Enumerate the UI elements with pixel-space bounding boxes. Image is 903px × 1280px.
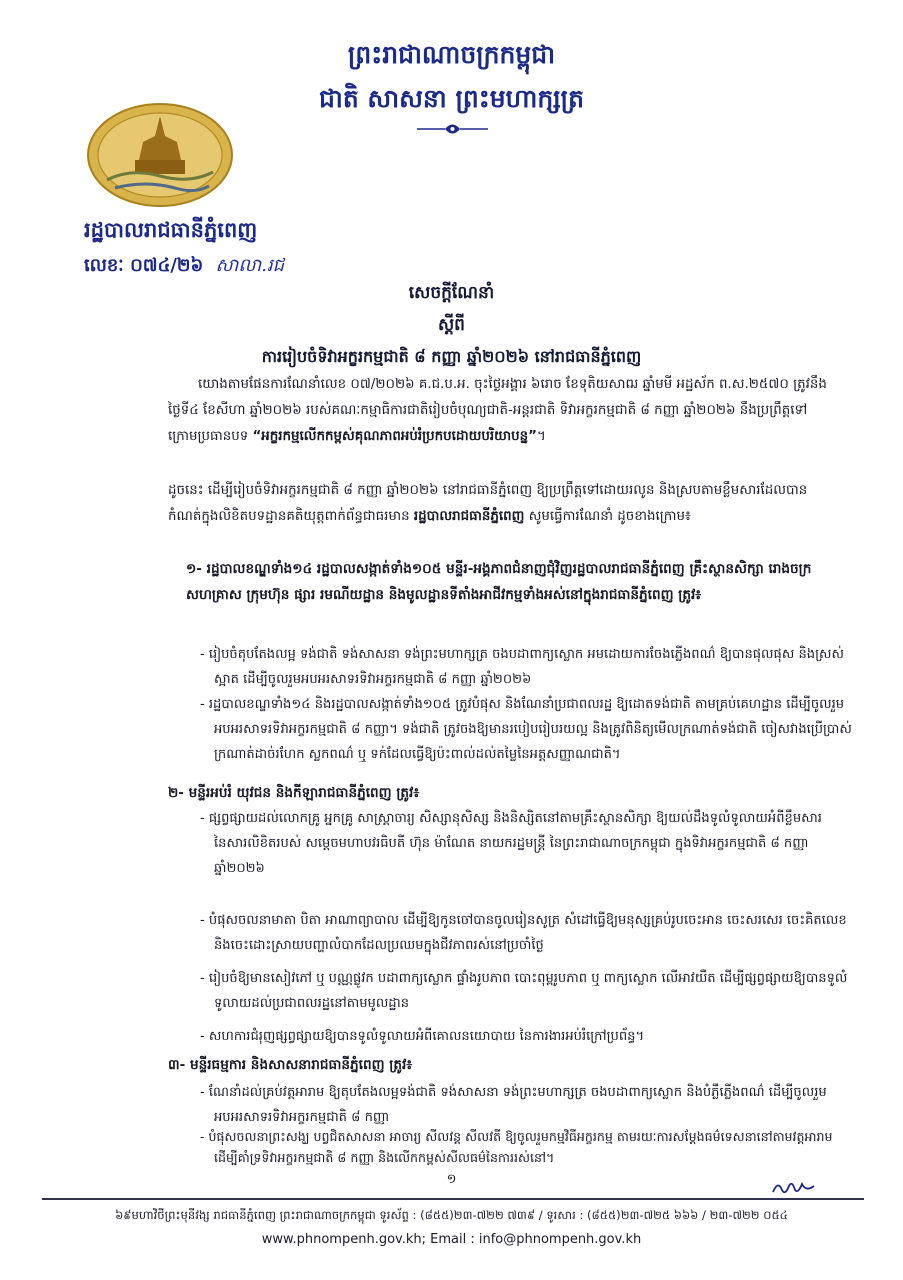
reference-number [84, 253, 284, 280]
number-handwritten: សាលា.រជ [215, 255, 285, 276]
section-2-bullet-4: - សហការជំរុញផ្សព្វផ្សាយឱ្យបានទូលំទូលាយអំពីគោលនយោបាយ នៃការងារអប់រំក្រៅប្រព័ន្ធ។ [200, 1029, 645, 1044]
section-2-bullet-2: - បំផុសចលនាមាតា បិតា អាណាព្យាបាល ដើម្បីឱ្យកូនចៅបានចូលរៀនសូត្រ សំដៅធ្វើឱ្យមនុស្សគ្រប់រូបចេះអាន ចេះសរសេរ ចេះគិតលេខ និងចេះដោះស្រាយបញ្ហាលំបាកដែលប្រឈមក្នុងជីវភាពរស់នៅប្រចាំថ្ងៃ [200, 913, 847, 953]
ornament-divider-icon [415, 120, 490, 138]
section-1-heading: ១- រដ្ឋបាលខណ្ឌទាំង១៤ រដ្ឋបាលសង្កាត់ទាំង១០៥ មន្ទីរ-អង្គភាពជំនាញជុំវិញរដ្ឋបាលរាជធានីភ្នំពេញ គ្រឹះស្ថានសិក្សា រោងចក្រ សហគ្រាស ក្រុមហ៊ុន ផ្សារ រមណីយដ្ឋាន និងមូលដ្ឋានទីតាំងអាជីវកម្មទាំងអស់នៅក្នុងរាជធានីភ្នំពេញ ត្រូវ៖ [186, 561, 812, 603]
section-3-bullet-1: - ណែនាំដល់គ្រប់វត្តអារាម ឱ្យតុបតែងលម្អទង់ជាតិ ទង់សាសនា ទង់ព្រះមហាក្សត្រ ចងបដាពាក្យស្លោក និងបំភ្លឺភ្លើងពណ៌ ដើម្បីចូលរួមអបអរសាទរទិវាអក្ខរកម្មជាតិ ៨ កញ្ញា [200, 1085, 827, 1125]
city-seal-icon [85, 102, 235, 208]
section-3-heading: ៣- មន្ទីរធម្មការ និងសាសនារាជធានីភ្នំពេញ ត្រូវ៖ [168, 1057, 413, 1073]
section-2-bullet-3: - រៀបចំឱ្យមានសៀវភៅ ឬ បណ្ណផ្លូវក បដាពាក្យស្លោក ផ្ទាំងរូបភាព បោះពុម្ពរូបភាព ឬ ពាក្យស្លោក លើអាវយឺត ដើម្បីផ្សព្វផ្សាយឱ្យបានទូលំទូលាយដល់ប្រជាពលរដ្ឋនៅតាមមូលដ្ឋាន [200, 971, 848, 1011]
signature-initials-icon [770, 1176, 818, 1198]
section-3-bullet-2: - បំផុសចលនាព្រះសង្ឃ បព្វជិតសាសនា អាចារ្យ សីលវន្ត សីលវតី ឱ្យចូលរួមកម្មវិធីអក្ខរកម្ម តាមរយៈការសម្ដែងធម៌ទេសនានៅតាមវត្តអារាម ដើម្បីគាំទ្រទិវាអក្ខរកម្មជាតិ ៨ កញ្ញា និងលើកកម្ពស់សីលធម៌នៃការរស់នៅ។ [200, 1129, 833, 1165]
doc-title: សេចក្ដីណែនាំ [408, 283, 495, 303]
page-number: ១ [446, 1172, 457, 1187]
section-2-heading: ២- មន្ទីរអប់រំ យុវជន និងកីឡារាជធានីភ្នំពេញ ត្រូវ៖ [168, 785, 420, 801]
number-label: លេខៈ [84, 255, 124, 276]
number-value: ០៧៤/២៦ [130, 255, 204, 276]
doc-subtitle: ស្ដីពី [438, 315, 465, 335]
doc-topic: ការរៀបចំទិវាអក្ខរកម្មជាតិ ៨ កញ្ញា ឆ្នាំ២០២៦ នៅរាជធានីភ្នំពេញ [261, 347, 642, 366]
motto-heading: ជាតិ សាសនា ព្រះមហាក្សត្រ [319, 84, 584, 113]
section-2-bullet-1: - ផ្សព្វផ្សាយដល់លោកគ្រូ អ្នកគ្រូ សាស្ត្រាចារ្យ សិស្សានុសិស្ស និងនិស្សិតនៅតាមគ្រឹះស្ថានសិក្សា ឱ្យយល់ដឹងទូលំទូលាយអំពីខ្លឹមសារនៃសារលិខិតរបស់ សម្ដេចមហាបវរធិបតី ហ៊ុន ម៉ាណែត នាយករដ្ឋមន្ត្រី នៃព្រះរាជាណាចក្រកម្ពុជា ក្នុងទិវាអក្ខរកម្មជាតិ ៨ កញ្ញា ឆ្នាំ២០២៦ [200, 811, 822, 876]
theme-text: “អក្ខរកម្មលើកកម្ពស់គុណភាពអប់រំប្រកបដោយបរិយាបន្ន” [252, 429, 537, 444]
intro-paragraph-2: ដូចនេះ ដើម្បីរៀបចំទិវាអក្ខរកម្មជាតិ ៨ កញ្ញា ឆ្នាំ២០២៦ នៅរាជធានីភ្នំពេញ ឱ្យប្រព្រឹត្តទៅដោយរលូន និងស្របតាមខ្លឹមសារដែលបានកំណត់ក្នុងលិខិតបទដ្ឋានគតិយុត្តពាក់ព័ន្ធជាធរមាន រដ្ឋបាលរាជធានីភ្នំពេញ សូមធ្វើការណែនាំ ដូចខាងក្រោម៖ [168, 483, 808, 524]
office-bold-text: រដ្ឋបាលរាជធានីភ្នំពេញ [413, 509, 525, 524]
kingdom-heading: ព្រះរាជាណាចក្រកម្ពុជា [347, 40, 556, 69]
footer-divider [42, 1198, 864, 1200]
issuing-office: រដ្ឋបាលរាជធានីភ្នំពេញ [84, 217, 258, 242]
section-1-bullet-2: - រដ្ឋបាលខណ្ឌទាំង១៤ និងរដ្ឋបាលសង្កាត់ទាំង១០៥ ត្រូវបំផុស និងណែនាំប្រជាពលរដ្ឋ ឱ្យដោតទង់ជាតិ តាមគ្រប់គេហដ្ឋាន ដើម្បីចូលរួមអបអរសាទរទិវាអក្ខរកម្មជាតិ ៨ កញ្ញា។ ទង់ជាតិ ត្រូវចងឱ្យមានរបៀបរៀបរយល្អ និងត្រូវពិនិត្យមើលក្រណាត់ទង់ជាតិ ចៀសវាងប្រើប្រាស់ក្រណាត់ដាច់រហែក ស្លកពណ៌ ឬ ទក់ដែលធ្វើឱ្យប៉ះពាល់ដល់តម្លៃនៃអត្តសញ្ញាណជាតិ។ [200, 697, 852, 762]
footer-web-email: www.phnompenh.gov.kh; Email : info@phnompenh.gov.kh [261, 1232, 642, 1247]
footer-address: ៦៩មហាវិថីព្រះមុនីវង្ស រាជធានីភ្នំពេញ ព្រះរាជាណាចក្រកម្ពុជា ទូរស័ព្ទ : (៨៥៥)២៣-៧២២ ៧៣៩ / ទូរសារ : (៨៥៥)២៣-៧២៥ ៦៦៦ / ២៣-៧២២ ០៥៤ [115, 1208, 788, 1222]
intro-paragraph-1: យោងតាមផែនការណែនាំលេខ ០៧/២០២៦ គ.ជ.ប.អ. ចុះថ្ងៃអង្គារ ៦រោច ខែទុតិយសាឍ ឆ្នាំមមី អដ្ឋស័ក ព.ស.២៥៧០ ត្រូវនឹងថ្ងៃទី៤ ខែសីហា ឆ្នាំ២០២៦ របស់គណៈកម្មាធិការជាតិរៀបចំបុណ្យជាតិ-អន្តរជាតិ ទិវាអក្ខរកម្មជាតិ ៨ កញ្ញា ឆ្នាំ២០២៦ នឹងប្រព្រឹត្តទៅក្រោមប្រធានបទ “អក្ខរកម្មលើកកម្ពស់គុណភាពអប់រំប្រកបដោយបរិយាបន្ន”។ [168, 377, 827, 444]
section-1-bullet-1: - រៀបចំតុបតែងលម្អ ទង់ជាតិ ទង់សាសនា ទង់ព្រះមហាក្សត្រ ចងបដាពាក្យស្លោក អមដោយការចែងភ្លើងពណ៌ ឱ្យបានផុលផុស និងស្រស់ស្អាត ដើម្បីចូលរួមអបអរសាទរទិវាអក្ខរកម្មជាតិ ៨ កញ្ញា ឆ្នាំ២០២៦ [200, 647, 844, 687]
